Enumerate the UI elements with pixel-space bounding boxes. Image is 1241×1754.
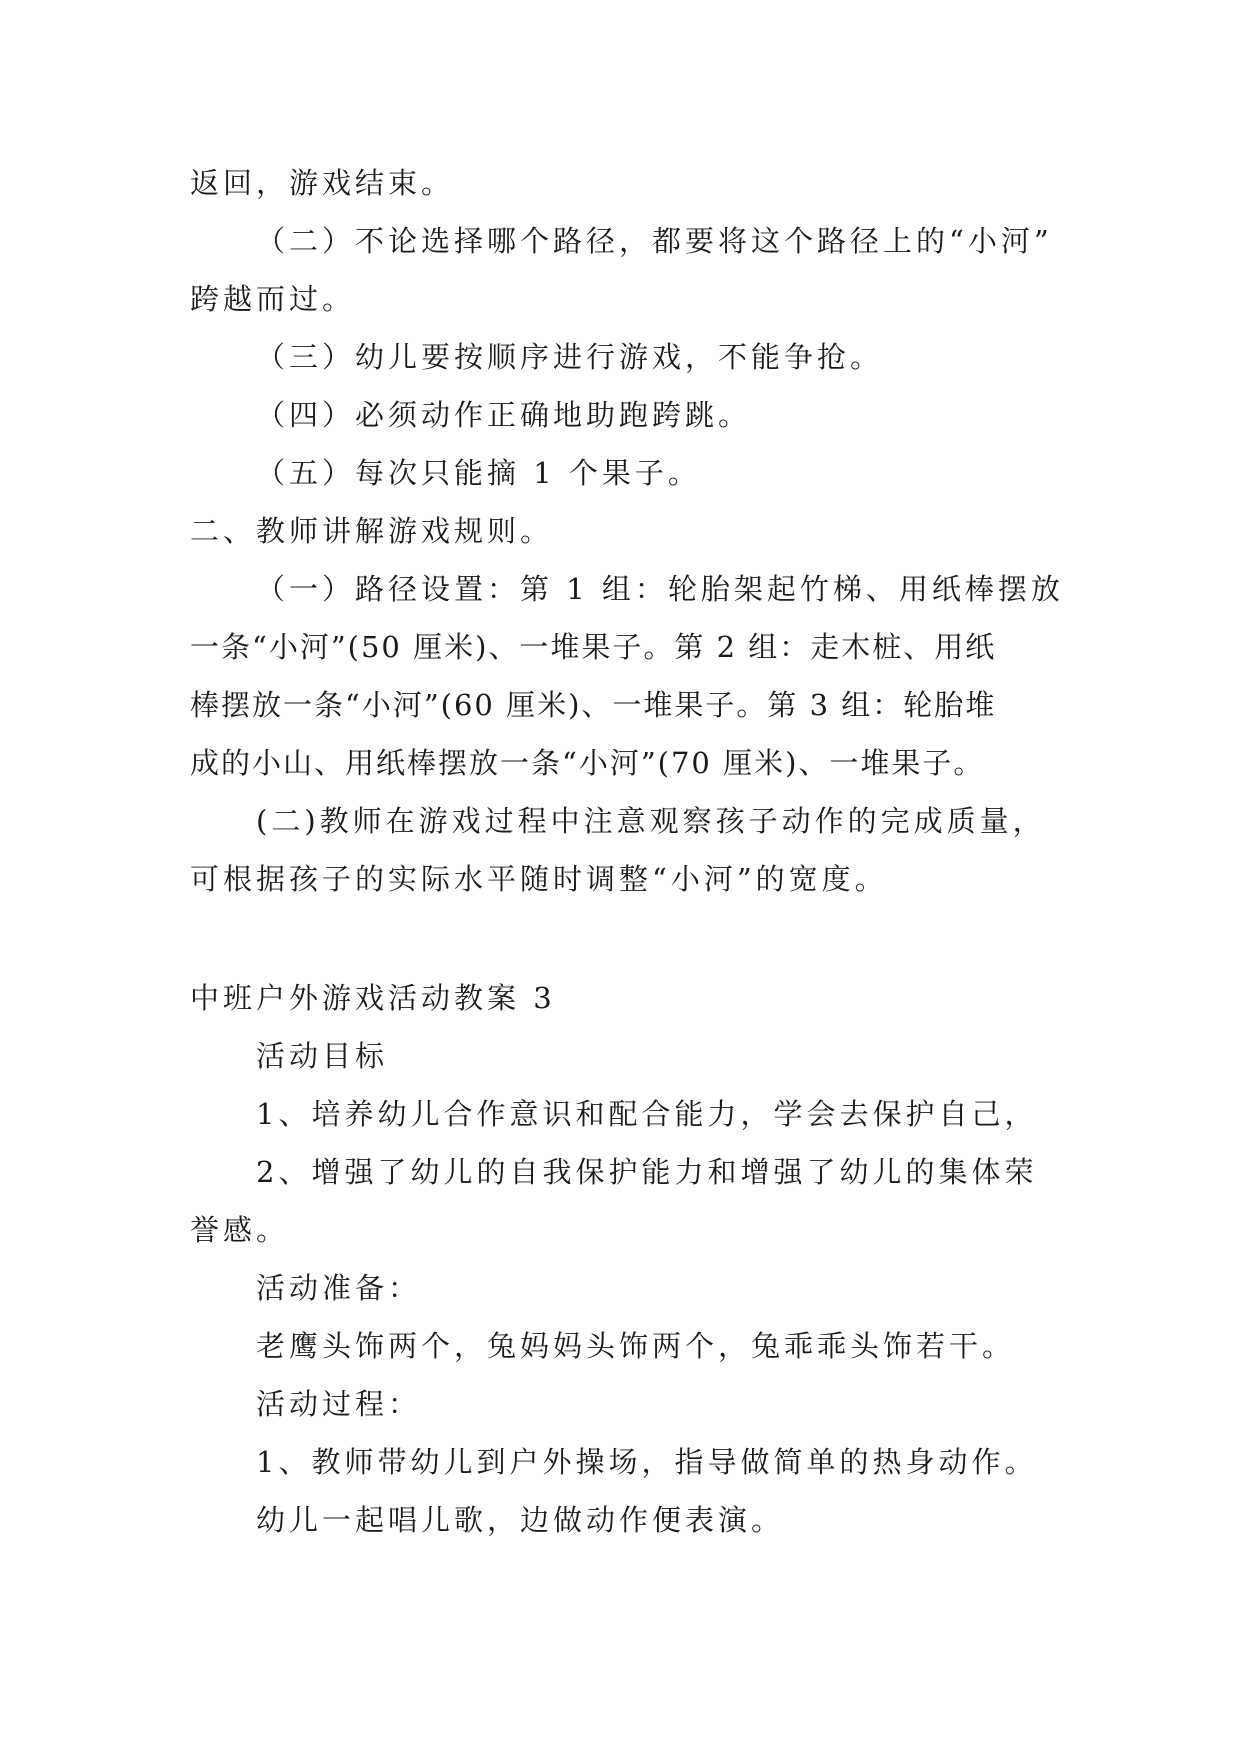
- prep-materials: 老鹰头饰两个，兔妈妈头饰两个，兔乖乖头饰若干。: [256, 1329, 1016, 1363]
- rule-item-2: （二）不论选择哪个路径，都要将这个路径上的“小河”: [256, 224, 1053, 258]
- rule-item-5: （五）每次只能摘 1 个果子。: [256, 456, 701, 490]
- rule-setup-line-4: 成的小山、用纸棒摆放一条“小河”(70 厘米)、一堆果子。: [190, 746, 985, 780]
- teacher-note-line-2: 可根据孩子的实际水平随时调整“小河”的宽度。: [190, 862, 888, 896]
- paragraph-line-1: 返回，游戏结束。: [190, 166, 455, 200]
- goal-item-2: 2、增强了幼儿的自我保护能力和增强了幼儿的集体荣: [256, 1155, 1038, 1189]
- heading-activity-prep: 活动准备：: [256, 1271, 422, 1305]
- rule-setup-line-2: 一条“小河”(50 厘米)、一堆果子。第 2 组：走木桩、用纸: [190, 630, 997, 664]
- paragraph-line-3: 跨越而过。: [190, 282, 356, 316]
- heading-activity-goals: 活动目标: [256, 1039, 389, 1073]
- process-step-1-cont: 幼儿一起唱儿歌，边做动作便表演。: [256, 1503, 785, 1537]
- rule-setup-line-3: 棒摆放一条“小河”(60 厘米)、一堆果子。第 3 组：轮胎堆: [190, 688, 997, 722]
- section-heading-rules: 二、教师讲解游戏规则。: [190, 514, 554, 548]
- teacher-note-line-1: (二)教师在游戏过程中注意观察孩子动作的完成质量，: [256, 804, 1046, 838]
- process-step-1: 1、教师带幼儿到户外操场，指导做简单的热身动作。: [256, 1445, 1038, 1479]
- heading-activity-process: 活动过程：: [256, 1387, 422, 1421]
- rule-item-4: （四）必须动作正确地助跑跨跳。: [256, 398, 752, 432]
- rule-item-3: （三）幼儿要按顺序进行游戏，不能争抢。: [256, 340, 884, 374]
- section-title-plan-3: 中班户外游戏活动教案 3: [190, 981, 556, 1015]
- goal-item-1: 1、培养幼儿合作意识和配合能力，学会去保护自己，: [256, 1097, 1038, 1131]
- goal-item-2-cont: 誉感。: [190, 1213, 290, 1247]
- rule-setup-line-1: （一）路径设置：第 1 组：轮胎架起竹梯、用纸棒摆放: [256, 572, 1064, 606]
